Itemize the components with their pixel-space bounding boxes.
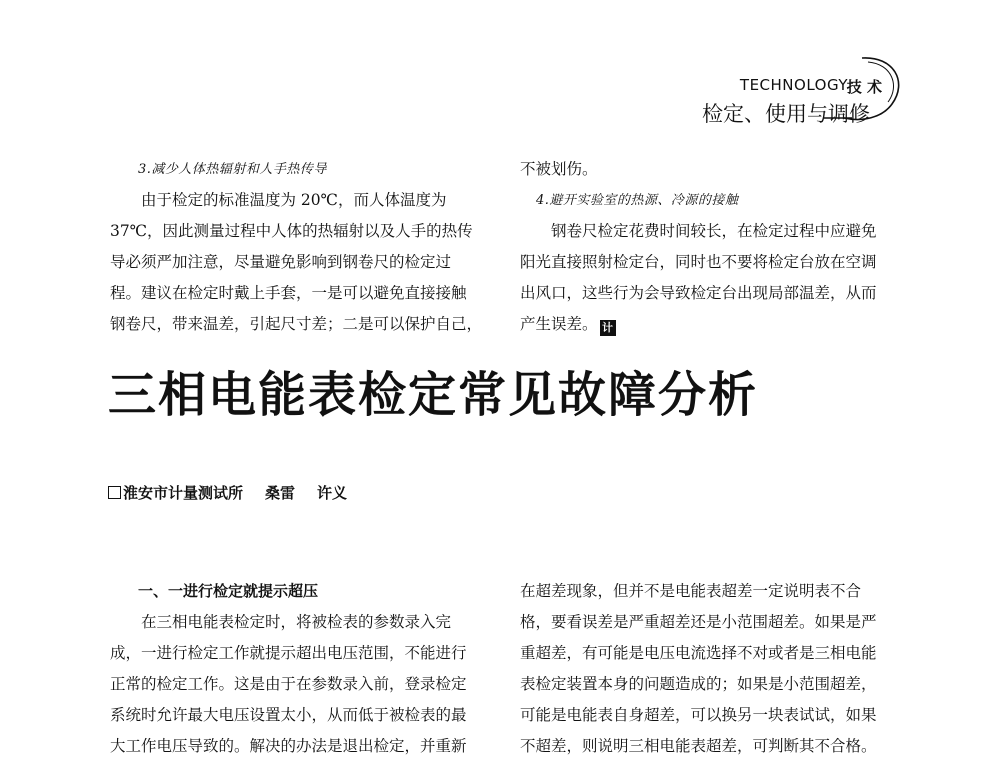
section-heading-1: 一、一进行检定就提示超压 — [138, 582, 319, 600]
upper-left-column — [110, 154, 490, 340]
lower-left-column — [110, 576, 490, 755]
paragraph-line: 在三相电能表检定时，将被检表的参数录入完 — [141, 613, 452, 631]
byline-org: 淮安市计量测试所 — [123, 484, 244, 502]
header-technology: TECHNOLOGY — [739, 76, 848, 94]
paragraph-line: 系统时允许最大电压设置太小，从而低于被检表的最 — [110, 706, 467, 724]
paragraph-line: 在超差现象，但并不是电能表超差一定说明表不合 — [520, 582, 862, 600]
paragraph-continuation: 不被划伤。 — [520, 160, 598, 178]
upper-right-subhead: 4.避开实验室的热源、冷源的接触 — [536, 193, 739, 208]
paragraph-line: 钢卷尺，带来温差，引起尺寸差；二是可以保护自己， — [110, 315, 483, 333]
byline-author-2: 许义 — [317, 484, 348, 502]
paragraph-line-last — [520, 309, 900, 340]
header-tech-cn: 技 术 — [846, 78, 882, 96]
paragraph-line: 格，要看误差是严重超差还是小范围超差。如果是严 — [520, 613, 877, 631]
paragraph-line: 可能是电能表自身超差，可以换另一块表试试，如果 — [520, 706, 877, 724]
header-section: 检定、使用与调修 — [702, 102, 870, 126]
paragraph-line-text: 产生误差。 — [520, 315, 598, 333]
paragraph-line: 程。建议在检定时戴上手套，一是可以避免直接接触 — [110, 284, 467, 302]
square-bullet-icon — [108, 486, 121, 499]
paragraph-line: 正常的检定工作。这是由于在参数录入前，登录检定 — [110, 675, 467, 693]
upper-left-subhead: 3.减少人体热辐射和人手热传导 — [138, 162, 327, 177]
paragraph-line: 由于检定的标准温度为 20℃，而人体温度为 — [141, 191, 447, 209]
paragraph-line: 导必须严加注意，尽量避免影响到钢卷尺的检定过 — [110, 253, 452, 271]
paragraph-line: 钢卷尺检定花费时间较长，在检定过程中应避免 — [551, 222, 877, 240]
lower-right-column — [520, 576, 900, 755]
byline — [108, 482, 347, 503]
article-title: 三相电能表检定常见故障分析 — [108, 367, 759, 423]
paragraph-line: 表检定装置本身的问题造成的；如果是小范围超差， — [520, 675, 877, 693]
paragraph-line: 阳光直接照射检定台，同时也不要将检定台放在空调 — [520, 253, 877, 271]
paragraph-line: 大工作电压导致的。解决的办法是退出检定，并重新 — [110, 737, 467, 755]
paragraph-line: 出风口，这些行为会导致检定台出现局部温差，从而 — [520, 284, 877, 302]
paragraph-line: 不超差，则说明三相电能表超差，可判断其不合格。 — [520, 737, 877, 755]
paragraph-line: 37℃，因此测量过程中人体的热辐射以及人手的热传 — [110, 222, 473, 240]
byline-author-1: 桑雷 — [265, 484, 296, 502]
end-of-article-icon: 计 — [600, 320, 616, 336]
upper-right-column — [520, 154, 900, 340]
paragraph-line: 重超差，有可能是电压电流选择不对或者是三相电能 — [520, 644, 877, 662]
paragraph-line: 成，一进行检定工作就提示超出电压范围，不能进行 — [110, 644, 467, 662]
